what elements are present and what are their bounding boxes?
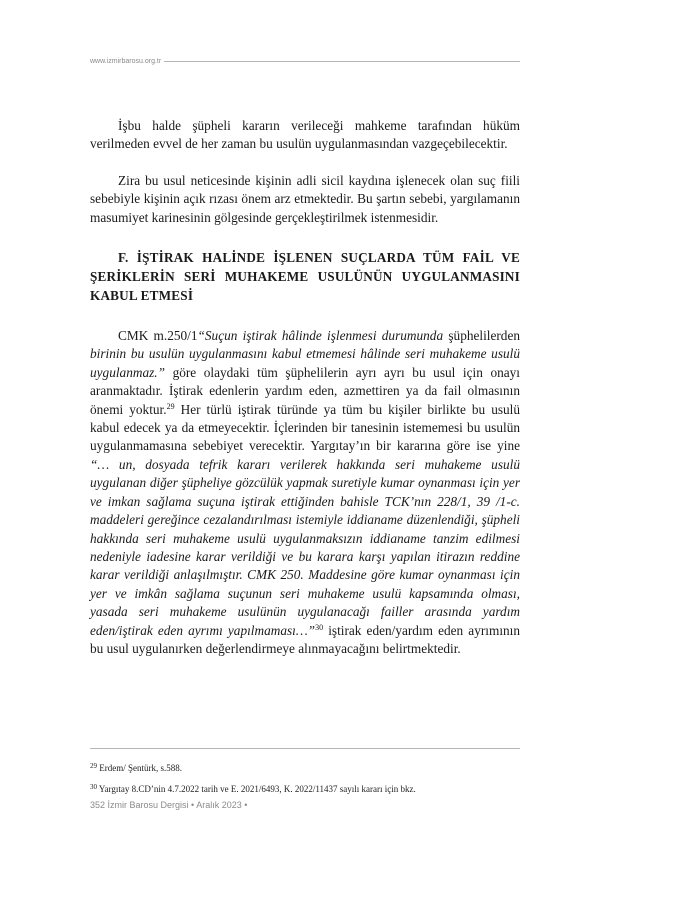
paragraph-3-part: CMK m.250/1	[118, 328, 198, 344]
footnote-30	[90, 783, 520, 796]
section-heading: F. İŞTİRAK HALİNDE İŞLENEN SUÇLARDA TÜM FAİL VE ŞERİKLERİN SERİ MUHAKEME USULÜNÜN UYGULANMASINI KABUL ETMESİ	[90, 250, 520, 304]
footnote-rule	[90, 748, 520, 749]
footnote-text: Yargıtay 8.CD’nin 4.7.2022 tarih ve E. 2021/6493, K. 2022/11437 sayılı kararı için bkz.	[97, 784, 416, 794]
page-footer: 352 İzmir Barosu Dergisi • Aralık 2023 •	[90, 800, 248, 810]
paragraph-1: İşbu halde şüpheli kararın verileceği mahkeme tarafından hüküm verilmeden evvel de her zaman bu usulün uygulanmasından vazgeçebilecektir.	[90, 118, 520, 152]
paragraph-3-quote: “… un, dosyada tefrik kararı verilerek hakkında seri muhakeme usulü uygulanan diğer şüpheliye gözcülük yapmak suretiyle kumar oynanması için yer ve imkan sağlama suçuna iştirak ettiğinden bahisle TCK’nın 228/1, 39 /1-c. maddeleri gereğince cezalandırılması istemiyle iddianame düzenlendiği, şüpheli hakkında seri muhakeme usulü uygulanmaksızın iddianame tanzim edilmesi nedeniyle iadesine karar verildiği ve bu karara karşı yapılan itirazın reddine karar verildiği anlaşılmıştır. CMK 250. Maddesine göre kumar oynanması için yer ve imkân sağlama suçunun seri muhakeme usulü kapsamında olması, yasada seri muhakeme usulünün uygulanacağı failler arasında yardım eden/iştirak eden ayrımı yapılmaması…”	[90, 456, 520, 638]
footnote-number: 29	[90, 762, 97, 770]
page-header	[90, 55, 520, 67]
paragraph-3-part: şüphelilerden	[443, 328, 520, 344]
paragraph-3-quote: birinin bu usulün uygulanmasını kabul etmemesi hâlinde seri muhakeme usulü uygulanmaz.”	[90, 346, 520, 380]
article-body	[90, 117, 520, 676]
paragraph-3-quote: “Suçun iştirak hâlinde işlenmesi durumunda	[197, 328, 444, 344]
paragraph-3-part: iştirak eden/yardım eden ayrımının bu usul uygulanırken değerlendirmeye alınmayacağını belirtmektedir.	[90, 622, 521, 656]
footnote-29	[90, 762, 520, 775]
header-url: www.izmirbarosu.org.tr	[90, 57, 162, 65]
paragraph-3	[90, 327, 520, 658]
footnote-ref-29[interactable]: 29	[166, 401, 175, 411]
paragraph-3-part: Her türlü iştirak türünde ya tüm bu kişiler birlikte bu usulü kabul edecek ya da etmeyecektir. İçlerinden bir tanesinin istememesi bu usulün uygulanmamasına sebebiyet verecektir. Yargıtay’ın bir kararına göre ise yine	[90, 401, 521, 454]
header-rule	[164, 61, 520, 62]
paragraph-3-part: göre olaydaki tüm şüphelilerin ayrı ayrı bu usul için onayı aranmaktadır. İştirak edenlerin yardım eden, azmettiren ya da fail olmasının önemi yoktur.	[90, 364, 520, 417]
footnotes	[90, 762, 520, 804]
footnote-text: Erdem/ Şentürk, s.588.	[97, 763, 182, 773]
paragraph-2: Zira bu usul neticesinde kişinin adli sicil kaydına işlenecek olan suç fiili sebebiyle kişinin açık rızası önem arz etmektedir. Bu şartın sebebi, yargılamanın masumiyet karinesinin gölgesinde gerçekleştirilmek istenmesidir.	[90, 172, 520, 225]
footnote-number: 30	[90, 783, 97, 791]
footnote-ref-30[interactable]: 30	[315, 622, 324, 632]
